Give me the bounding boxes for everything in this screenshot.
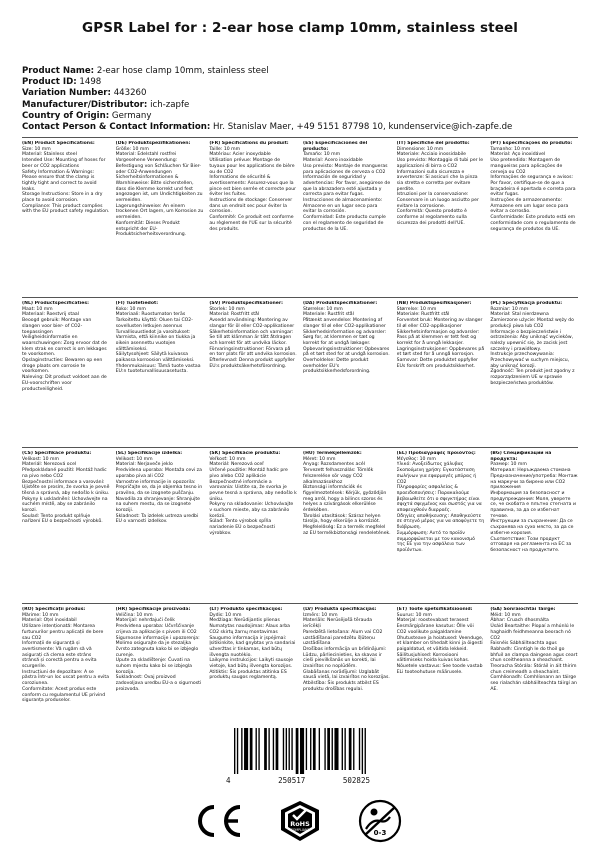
spec-pl: (PL) Specyfikacja produktu: Rozmiar: 10 mm Materiał: Stal nierdzewna Zamierzone użycie: Montaż węży do produkcji piwa lub CO2 Informacje o bezpieczeństwie i ostrzeżenia: Aby uniknąć wycieków, należy upewnić się, że zacisk jest szczelny i prawidłowy. Instrukcje przechowywania: Przechowywać w suchym miejscu, aby uniknąć korozji. Zgodność: Ten produkt jest zgodny z rozporządzeniem UE w sprawie bezpieczeństwa produktów. bbox=[490, 301, 575, 386]
spec-ga: (GA) Sonraíochtaí Táirge: Méid: 10 mm Ábhar: Cruach dhosmálta Úsáid Beartaithe: Píopaí a mhúnlú le haghaidh feidhmeanna beorach nó CO2 Faisnéis Sábháilteachta agus Rabhadh: Cinntigh le do thoil go bhfuil an clampa daingean agus ceart chun sceitheanna a sheachaint. Treoracha Stórála: Stóráil in áit thirim chun creimeadh a sheachaint. Comhlíonadh: Comhlíonann an táirge seo rialachán sábháilteachta táirgí an AE. bbox=[490, 607, 578, 692]
barcode-bar bbox=[250, 728, 253, 770]
barcode-bar bbox=[349, 728, 352, 770]
barcode-bar bbox=[241, 728, 242, 770]
divider bbox=[22, 447, 578, 448]
barcode-bar bbox=[286, 728, 287, 770]
barcode-bar bbox=[310, 728, 311, 770]
barcode-bar bbox=[264, 728, 267, 770]
barcode-bar bbox=[365, 728, 366, 774]
barcode-bar bbox=[291, 728, 292, 770]
barcode-bar bbox=[327, 728, 330, 770]
rohs-compliant-icon bbox=[278, 800, 322, 842]
barcode-digit-prefix: 4 bbox=[226, 776, 231, 785]
info-variation-number: Variation Number: 443260 bbox=[22, 88, 147, 99]
spec-bg: (BG) Спецификации на продукта: Размер: 10 mm Материал: Неръждаема стомана Предназначение/употреба: Монтаж на маркучи за бирено или CO2 приложения Информация за безопасност и предупреждения: Моля, уверете се, че скобата е плътно стегната и правилна, за да се избегнат течове. Инструкции за съхранение: Да се съхранява на сухо място, за да се избегне корозия. Съответствие: Този продукт отговаря на регламента на ЕС за безопасност на продуктите. bbox=[490, 451, 578, 553]
spec-el: (EL) Προδιαγραφές προϊόντος: Μέγεθος: 10 mm Υλικό: Ανοξείδωτος χάλυβας Σκοπούμενη χρήση: Εγκατάσταση σωλήνων για εφαρμογές μπύρας ή CO2 Πληροφορίες ασφαλείας & προειδοποιήσεις: Παρακαλούμε βεβαιωθείτε ότι ο σφιγκτήρας είναι σφιχτά σφιγμένος και σωστός για να αποφευχθούν διαρροές. Οδηγίες αποθήκευσης: Αποθηκεύστε σε στεγνό μέρος για να αποφύγετε τη διάβρωση. Συμμόρφωση: Αυτό το προϊόν συμμορφώνεται με τον κανονισμό της ΕΕ για την ασφάλεια των προϊόντων. bbox=[396, 451, 485, 553]
spec-nb: (NB) Produktspesifikasjoner: Størrelse: 10 mm Materiale: Rustfritt stål Forventet bruk: Montering av slanger til øl eller CO2-applikasjoner Sikkerhetsinformasjon og advarsler: Pass på at klemmen er tett fest og korrekt for å unngå lekkasjer. Lagringsinstruksjoner: Oppbevares på et tørt sted for å unngå korrosjon. Samsvar: Dette produktet oppfyller EUs forskrift om produktsikkerhet. bbox=[396, 301, 485, 369]
barcode-bar bbox=[273, 728, 274, 770]
barcode-bar bbox=[268, 728, 269, 770]
barcode-bar bbox=[283, 728, 284, 770]
barcode-bar bbox=[313, 728, 316, 770]
spec-de: (DE) Produktspezifikationen: Größe: 10 mm Material: Edelstahl rostfrei Vorgesehene Verwendung: Befestigung von Schläuchen für Bier- oder CO2-Anwendungen Sicherheitsinformationen & Warnhinweise: Bitte sicherstellen, dass die Klemme korrekt und fest angezogen ist, um Undichtigkeiten zu vermeiden. Lagerungshinweise: An einem trockenen Ort lagern, um Korrosion zu vermeiden. Konformität: Dieses Produkt entspricht der EU-Produktsicherheitsverordnung. bbox=[115, 141, 204, 238]
divider bbox=[22, 603, 578, 604]
spec-grid-row-2 bbox=[22, 301, 578, 443]
spec-sv: (SV) Produktspecifikationer: Storlek: 10 mm Material: Rostfritt stål Avsedd användning: Montering av slangar för öl eller CO2-applikationer Säkerhetsinformation och varningar: Se till att klämman är tätt åtdragen och korrekt för att undvika läckor. Förvaringsinstruktioner: Förvara på en torr plats för att undvika korrosion. Efterlevnad: Denna produkt uppfyller EU:s produktsäkerhetsförordning. bbox=[209, 301, 297, 369]
spec-cs: (CS) Specifikace produktu: Velikost: 10 mm Materiál: Nerezová ocel Předpokládané použití: Montáž hadic na pivo nebo CO2 Bezpečnostní informace a varování: Ujistěte se prosím, že svorka je pevně těsná a správná, aby nedošlo k úniku. Pokyny k uskladnění: Uchovávejte na suchém místě, aby se zabránilo korozi. Soulad: Tento produkt splňuje nařízení EU o bezpečnosti výrobků. bbox=[22, 451, 110, 525]
divider bbox=[22, 297, 578, 298]
ean-barcode bbox=[226, 728, 376, 790]
svg-text:COMPLIANT: COMPLIANT bbox=[290, 828, 310, 832]
barcode-digits-right: 502825 bbox=[342, 776, 370, 785]
barcode-bar bbox=[334, 728, 338, 770]
spec-grid-row-4 bbox=[22, 607, 578, 725]
spec-lt: (LT) Produkto specifikacijos: Dydis: 10 mm Medžiaga: Nerūdijantis plienas Numatytas naudojimas: Alaus arba CO2 skirtų žarnų montavimas Saugumo informacija ir įspėjimai: Įsitikinkite, kad gnybtas yra sandariai užveržtas ir tinkamas, kad būtų išvengta nuotėkio. Laikymo instrukcijos: Laikyti sausoje vietoje, kad būtų išvengta korozijos. Atitiktis: Šis produktas atitinka ES produktų saugos reglamentą. bbox=[209, 607, 296, 681]
barcode-bar bbox=[359, 728, 360, 770]
barcode-bar bbox=[244, 728, 248, 770]
spec-grid-row-1 bbox=[22, 141, 578, 293]
barcode-bar bbox=[276, 728, 279, 770]
spec-es: (ES) Especificaciones del producto: Tamaño: 10 mm Material: Acero inoxidable Uso previsto: Montaje de mangueras para aplicaciones de cerveza o CO2 Información de seguridad y advertencias: Por favor, asegúrese de que la abrazadera esté ajustada y correcta para evitar fugas. Instrucciones de almacenamiento: Almacene en un lugar seco para evitar la corrosión. Conformidad: Este producto cumple con el reglamento de seguridad de productos de la UE. bbox=[302, 141, 391, 232]
barcode-bar bbox=[306, 728, 307, 770]
barcode-bar bbox=[289, 728, 290, 770]
info-product-name: Product Name: 2-ear hose clamp 10mm, stainless steel bbox=[22, 66, 269, 76]
barcode-bar bbox=[300, 728, 304, 774]
barcode-bar bbox=[296, 728, 299, 774]
divider bbox=[22, 137, 578, 138]
spec-ro: (RO) Specificații produs: Mărime: 10 mm Material: Oțel inoxidabil Utilizare intenționată: Montarea furtunurilor pentru aplicații de bere sau CO2 Informații de siguranță și avertismente: Vă rugăm să vă asigurați că clema este strâns strânsă și corectă pentru a evita scurgerile. Instrucțiuni de depozitare: A se păstra într-un loc uscat pentru a evita coroziunea. Conformitate: Acest produs este conform cu regulamentul UE privind siguranța produselor. bbox=[22, 607, 110, 704]
spec-sk: (SK) Špecifikácie produktu: Veľkosť: 10 mm Materiál: Nerezová oceľ Určené použitie: Montáž hadíc pre pivo alebo CO2 aplikácie Bezpečnostné informácie a varovania: Uistite sa, že svorka je pevne tesná a správna, aby nedošlo k úniku. Pokyny na skladovanie: Uchovávajte v suchom mieste, aby sa zabránilo korózii. Súlad: Tento výrobok spĺňa nariadenie EÚ o bezpečnosti výrobkov. bbox=[209, 451, 297, 536]
barcode-bar bbox=[362, 728, 363, 774]
spec-fr: (FR) Spécifications du produit: Taille: 10 mm Matériau: Acier inoxydable Utilisation prévue: Montage de tuyaux pour les applications de bière ou de CO2 Informations de sécurité & avertissements: Assurez-vous que la pince est bien serrée et correcte pour éviter les fuites. Instructions de stockage: Conserver dans un endroit sec pour éviter la corrosion. Conformité: Ce produit est conforme au règlement de l'UE sur la sécurité des produits. bbox=[209, 141, 297, 232]
barcode-bar bbox=[234, 728, 235, 774]
svg-text:RoHS: RoHS bbox=[290, 820, 310, 828]
spec-en: (EN) Product Specifications: Size: 10 mm Material: Stainless steel Intended Use: Mounting of hoses for beer or CO2 applications Safety Information & Warnings: Please ensure that the clamp is tightly tight and correct to avoid leaks. Storage Instructions: Store in a dry place to avoid corrosion. Compliance: This product complies with the EU product safety regulation. bbox=[22, 141, 110, 215]
barcode-bars bbox=[234, 728, 366, 774]
barcode-bar bbox=[344, 728, 345, 770]
spec-hr: (HR) Specifikacije proizvoda: Veličina: 10 mm Materijal: nehrđajući čelik Predviđena uporaba: Učvršćivanje crijeva za aplikacije s pivom ili CO2 Sigurnosne informacije i upozorenja: Molimo osigurajte da je stezaljka čvrsto zategnuta kako bi se izbjeglo curenje. Upute za skladištenje: Čuvati na suhom mjestu kako bi se izbjegla korozija. Sukladnost: Ovaj proizvod zadovoljava uredbu EU-a o sigurnosti proizvoda. bbox=[115, 607, 202, 692]
barcode-bar bbox=[319, 728, 320, 770]
info-contact: Contact Person & Contact Information: Hr. Stanislav Maer, +49 5151 87798 10, kundenservice@ich-zapfe.de bbox=[22, 122, 513, 133]
barcode-digits bbox=[226, 776, 376, 785]
barcode-bar bbox=[353, 728, 354, 770]
barcode-bar bbox=[324, 728, 325, 770]
spec-da: (DA) Produktspecifikationer: Størrelse: 10 mm Materiale: Rustfrit stål Påtænkt anvendelse: Montering af slanger til øl eller CO2-applikationer Sikkerhedsinformation og advarsler: Sørg for, at klemmen er tæt og korrekt for at undgå lækager. Opbevaringsinstruktioner: Opbevares på et tørt sted for at undgå korrosion. Overholdelse: Dette produkt overholder EU's produktsikkerhedsforordning. bbox=[302, 301, 390, 375]
spec-fi: (FI) Tuotetiedot: Koko: 10 mm Materiaali: Ruostumaton teräs Tarkoitettu käyttö: Oluen tai CO2-sovellusten letkujen asennus Turvallisuustiedot ja varoitukset: Varmista, että kiinnike on tiukka ja oikein asennettu vuotojen välttämiseksi. Säilytysohjeet: Säilytä kuivassa paikassa korroosion välttämiseksi. Yhdenmukaisuus: Tämä tuote vastaa EU:n tuoteturvallisuusasetusta. bbox=[115, 301, 201, 375]
ce-mark-icon bbox=[190, 802, 244, 840]
info-country-of-origin: Country of Origin: Germany bbox=[22, 110, 152, 121]
info-product-id: Product ID: 1498 bbox=[22, 77, 102, 88]
product-info bbox=[22, 66, 582, 133]
barcode-bar bbox=[258, 728, 259, 770]
barcode-bar bbox=[332, 728, 333, 770]
spec-nl: (NL) Productspecificaties: Maat: 10 mm Materiaal: Roestvrij staal Beoogd gebruik: Montage van slangen voor bier- of CO2-toepassingen Veiligheidsinformatie en waarschuwingen: Zorg ervoor dat de klem strak en correct is om lekkages te voorkomen. Opslaginstructies: Bewaren op een droge plaats om corrosie te voorkomen. Naleving: Dit product voldoet aan de EU-voorschriften voor productveiligheid. bbox=[22, 301, 107, 392]
compliance-icons bbox=[0, 802, 600, 842]
barcode-bar bbox=[256, 728, 257, 770]
age-warning-0-3-icon bbox=[357, 799, 403, 843]
spec-it: (IT) Specifiche del prodotto: Dimensione: 10 mm Materiale: Acciaio inossidabile Uso previsto: Montaggio di tubi per le applicazioni di birra o CO2 Informazioni sulla sicurezza e avvertenze: Si assicuri che la pinza sia stretta e corretta per evitare perdite. Istruzioni per la conservazione: Conservare in un luogo asciutto per evitare la corrosione. Conformità: Questo prodotto è conforme al regolamento sulla sicurezza dei prodotti dell'UE. bbox=[396, 141, 484, 226]
info-manufacturer: Manufacturer/Distributor: ich-zapfe bbox=[22, 99, 190, 110]
barcode-bar bbox=[237, 728, 238, 774]
spec-sl: (SL) Specifikacije izdelka: Velikost: 10 mm Material: Nerjaveče jeklo Predvidena uporaba: Montaža cevi za uporabo piva ali CO2 Varnostne informacije in opozorila: Prepričajte se, da je objemka tesno in pravilno, da se izognete puščanju. Navodila za shranjevanje: Shranjujte na suhem mestu, da se izognete koroziji. Skladnost: Ta izdelek ustreza uredbi EU o varnosti izdelkov. bbox=[115, 451, 203, 525]
spec-et: (ET) Toote spetsifikatsioonid: Suurus: 10 mm Materjal: roostevabast terasest Eesmärgipärane kasutus: Õlle või CO2 voolikute paigaldamine Ohutusteave ja hoiatused: Veenduge, et klamber on tihedalt kinni ja õigesti paigaldatud, et vältida lekkeid. Säilitusjuhised: Korrosiooni vältimiseks hoida kuivas kohas. Nõuetele vastavus: See toode vastab ELi tooteohutuse määrusele. bbox=[396, 607, 484, 675]
spec-hu: (HU) Termékjellemzők: Méret: 10 mm Anyag: Rozsdamentes acél Tervezett felhasználás: Tömlők felszerelése sör vagy CO2 alkalmazásokhoz Biztonsági információk és figyelmeztetések: Kérjük, győződjön meg arról, hogy a bilincs szoros és helyes a szivárgások elkerülése érdekében. Tárolási utasítások: Száraz helyen tárolja, hogy elkerülje a korróziót. Megfelelőség: Ez a termék megfelel az EU termékbiztonsági rendeletének. bbox=[302, 451, 391, 536]
spec-lv: (LV) Produkta specifikācijas: Izmērs: 10 mm Materiāls: Nerūsējošā tērauda ierīcēkļi Paredzētā lietošana: Alum vai CO2 uzstādīšanai paredzētu šļūteņu uzstādīšana Drošības informācija un brīdinājumi: Lūdzu, pārliecinieties, ka skavas ir cieši pievilkšanās un korekti, lai izvairītos no noplūdēm. Glabāšanas norādījumi: Uzglabāt sausā vietā, lai izvairītos no korozijas. Atbilstība: Šis produkts atbilst ES produktu drošības regulai. bbox=[302, 607, 390, 692]
spec-grid-row-3 bbox=[22, 451, 578, 599]
svg-text:0-3: 0-3 bbox=[373, 829, 387, 837]
spec-pt: (PT) Especificações do produto: Tamanho: 10 mm Material: Aço inoxidável Uso pretendido: Montagem de mangueiras para aplicações de cerveja ou CO2 Informações de segurança e avisos: Por favor, certifique-se de que a braçadeira é apertada e correta para evitar fugas. Instruções de armazenamento: Armazene em um lugar seco para evitar a corrosão. Conformidade: Este produto está em conformidade com o regulamento de segurança de produtos da UE. bbox=[490, 141, 576, 232]
barcode-bar bbox=[342, 728, 343, 770]
barcode-digits-left: 250517 bbox=[278, 776, 306, 785]
page-title: GPSR Label for : 2-ear hose clamp 10mm, stainless steel bbox=[82, 20, 518, 36]
